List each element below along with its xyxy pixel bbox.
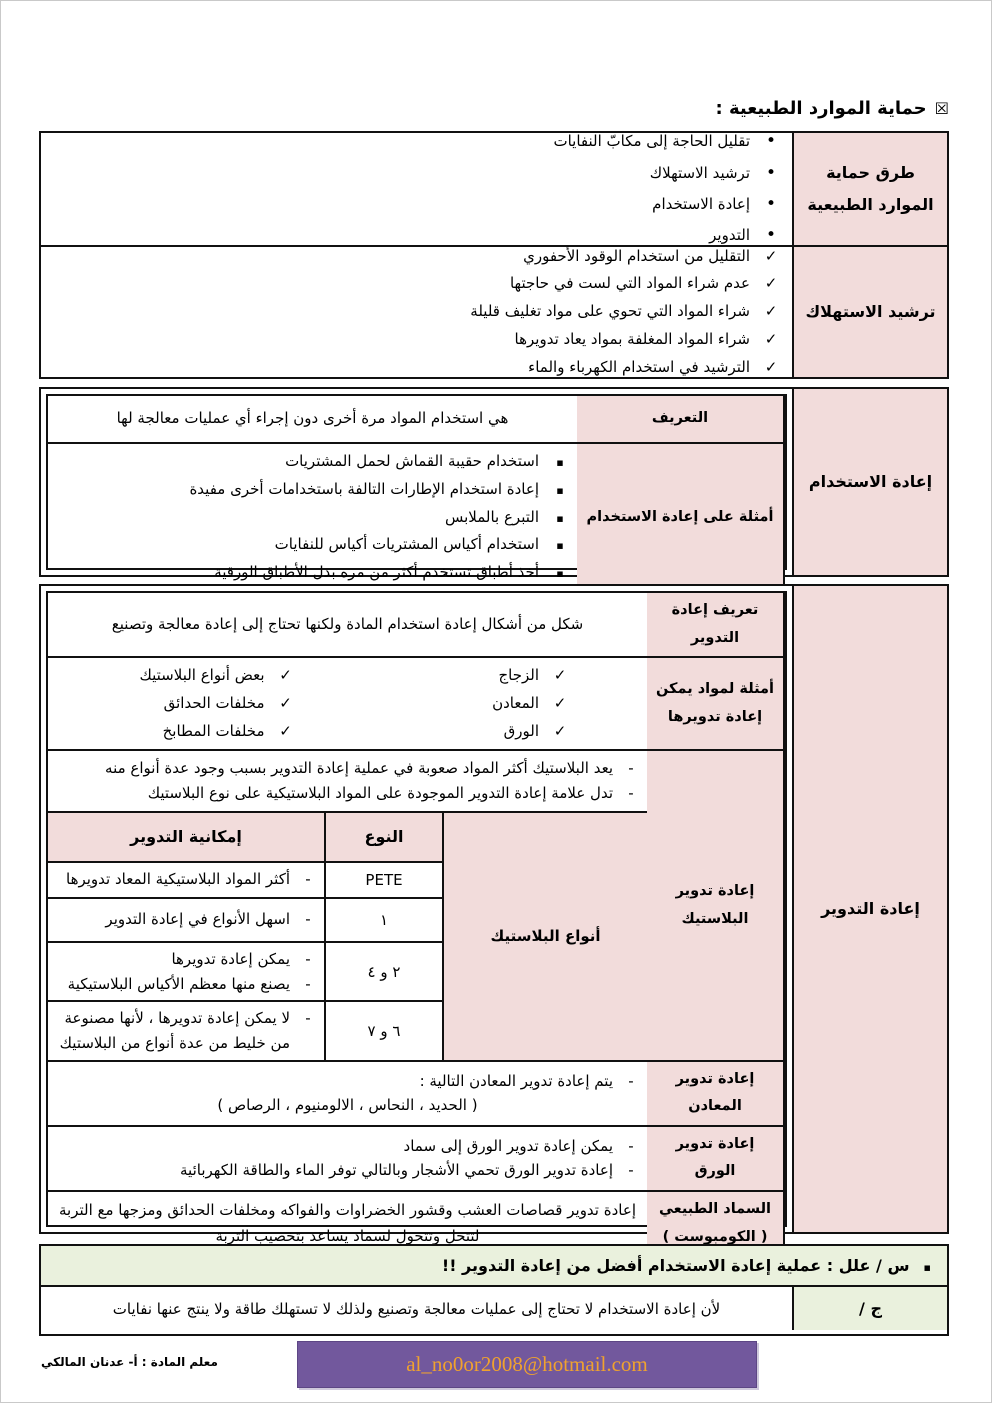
list-item [58, 531, 567, 559]
reuse-examples-row [48, 442, 785, 591]
note-text: اسهل الأنواع في إعادة التدوير [105, 910, 290, 929]
dash-icon: - [305, 1009, 311, 1028]
email-banner [297, 1341, 757, 1388]
recycle-metals-row [48, 1060, 785, 1125]
recycle-paper-row [48, 1125, 785, 1190]
reuse-definition-row [48, 396, 785, 442]
list-item-text: الورق [503, 721, 539, 740]
row-methods [41, 133, 947, 245]
question-text: س / علل : عملية إعادة الاستخدام أفضل من إعادة التدوير !! [441, 1256, 910, 1275]
methods-label: طرق حماية الموارد الطبيعية [792, 133, 947, 245]
note-text: لا يمكن إعادة تدويرها ، لأنها مصنوعة من خليط من عدة أنواع من البلاستيك [59, 1009, 290, 1053]
question-answer-block [39, 1244, 949, 1336]
email-text: al_no0or2008@hotmail.com [406, 1352, 648, 1376]
note-text: إعادة تدوير الورق تحمي الأشجار وبالتالي توفر الماء والطاقة الكهربائية [180, 1161, 613, 1180]
list-item-text: إعادة استخدام الإطارات التالفة باستخدامات أخرى مفيدة [189, 479, 539, 498]
note-text: يعد البلاستيك أكثر المواد صعوبة في عملية إعادة التدوير بسبب وجود عدة أنواع منه [105, 759, 613, 778]
row-consumption [41, 245, 947, 377]
list-item-text: ترشيد الاستهلاك [649, 163, 750, 182]
list-item [333, 690, 568, 718]
check-icon: ✓ [764, 246, 778, 265]
recycle-examples-row [48, 656, 785, 749]
list-item [55, 326, 778, 354]
consumption-content [41, 247, 792, 377]
dash-icon: - [628, 1071, 634, 1090]
list-item-text: استخدام حقيبة القماش لحمل المشتريات [285, 452, 539, 470]
section-reuse [39, 387, 949, 581]
recycle-definition-label: تعريف إعادة التدوير [647, 593, 785, 656]
list-item-text: استخدام أكياس المشتريات أكياس للنفايات [274, 535, 539, 554]
recycle-definition-row [48, 593, 785, 656]
section-protection-methods [39, 131, 949, 379]
type-cell: ٢ و ٤ [324, 943, 442, 1001]
methods-content [41, 133, 792, 245]
check-icon: ✓ [764, 329, 778, 348]
bullet-icon: • [765, 162, 777, 183]
plastic-label: إعادة تدوير البلاستيك [647, 751, 785, 1060]
dash-icon: - [628, 784, 634, 803]
note-line [58, 756, 637, 781]
check-icon: ✓ [553, 666, 567, 685]
list-item-text: الزجاج [498, 666, 539, 685]
note-text: يتم إعادة تدوير المعادن التالية : [419, 1071, 613, 1090]
type-cell: ١ [324, 899, 442, 941]
dash-icon: - [305, 870, 311, 889]
recycle-examples-label: أمثلة لمواد يمكن إعادة تدويرها [647, 658, 785, 749]
list-item [58, 504, 567, 532]
list-item-text: المعادن [492, 693, 539, 712]
list-item-text: التقليل من استخدام الوقود الأحفوري [523, 246, 750, 265]
list-item [58, 448, 567, 476]
reuse-definition-text: هي استخدام المواد مرة أخرى دون إجراء أي عمليات معالجة لها [116, 409, 509, 428]
square-bullet-icon: ▪ [556, 567, 564, 580]
check-icon: ✓ [553, 721, 567, 740]
check-icon: ✓ [279, 693, 292, 712]
note-line [58, 907, 314, 932]
list-item [58, 718, 293, 746]
dash-icon: - [305, 949, 311, 968]
list-item-text: مخلفات المطابخ [162, 721, 265, 740]
check-icon: ✓ [764, 274, 778, 293]
type-cell: ٦ و ٧ [324, 1002, 442, 1060]
check-icon: ✓ [279, 666, 292, 685]
check-icon: ✓ [764, 302, 778, 321]
definition-label: التعريف [577, 396, 785, 442]
list-item [55, 243, 778, 271]
page-title-text: حماية الموارد الطبيعية : [715, 98, 927, 119]
list-item-text: شراء المواد المغلفة بمواد يعاد تدويرها [514, 329, 750, 348]
dash-icon: - [628, 1161, 634, 1180]
recycle-definition-text: شكل من أشكال إعادة استخدام المادة ولكنها تحتاج إلى إعادة معالجة وتصنيع [111, 614, 584, 633]
square-bullet-icon: ▪ [556, 539, 564, 553]
compost-label-line1: السماد الطبيعي [658, 1201, 772, 1218]
plastic-types-header: أنواع البلاستيك [442, 813, 647, 1060]
teacher-credit: معلم المادة : أ- عدنان المالكي [41, 1355, 218, 1369]
list-item-text: تقليل الحاجة إلى مكابّ النفايات [553, 132, 750, 151]
list-item-text: الترشيد في استخدام الكهرباء والماء [528, 357, 750, 376]
consumption-label: ترشيد الاستهلاك [792, 247, 947, 377]
paper-label: إعادة تدوير الورق [647, 1127, 785, 1190]
list-item [55, 354, 778, 382]
list-item [333, 718, 568, 746]
compost-text: إعادة تدوير قصاصات العشب وقشور الخضراوات والفواكه ومخلفات الحدائق ومزجها مع التربة لتتحل وتتحول لسماد يساعد بتخصيب التربة [59, 1201, 636, 1245]
note-text: أكثر المواد البلاستيكية المعاد تدويرها [66, 870, 290, 889]
list-item-text: مخلفات الحدائق [163, 693, 265, 712]
dash-icon: - [305, 974, 311, 993]
reuse-examples-label: أمثلة على إعادة الاستخدام [577, 444, 785, 591]
page-title [716, 98, 949, 119]
list-item [55, 126, 778, 157]
check-icon: ✓ [553, 693, 567, 712]
compost-label-line2: ( الكومبوست ) [662, 1228, 768, 1245]
note-text: يمكن إعادة تدويرها [171, 949, 290, 968]
bullet-icon: • [765, 225, 777, 246]
bullet-icon: • [765, 131, 777, 152]
list-item [58, 559, 567, 587]
list-item [55, 298, 778, 326]
footer [1, 1339, 991, 1394]
plastic-table-row [48, 897, 442, 941]
bullet-icon: • [765, 194, 777, 214]
answer-label: ج / [792, 1287, 947, 1330]
list-item-text: بعض أنواع البلاستيك [139, 666, 265, 685]
list-item-text: شراء المواد التي تحوي على مواد تغليف قليلة [470, 302, 750, 321]
plastic-table-row [48, 941, 442, 1001]
list-item-text: أخذ أطباق تستخدم أكثر من مره بدل الأطباق الورقية [214, 563, 539, 581]
list-item [58, 662, 293, 690]
recycle-plastic-row [48, 749, 785, 1060]
note-line [58, 1134, 637, 1159]
question-row [41, 1246, 947, 1287]
square-bullet-icon: ▪ [556, 456, 564, 469]
note-text: يمكن إعادة تدوير الورق إلى سماد [403, 1136, 613, 1155]
reuse-label: إعادة الاستخدام [792, 389, 947, 575]
list-item [58, 690, 293, 718]
list-item-text: إعادة الاستخدام [652, 195, 750, 213]
note-line [58, 781, 637, 806]
list-item-text: التدوير [709, 226, 750, 245]
dash-icon: - [628, 1136, 634, 1155]
note-line [58, 1069, 637, 1094]
note-line [58, 1006, 314, 1056]
list-item [55, 158, 778, 189]
note-line [58, 947, 314, 972]
list-item-text: التبرع بالملابس [444, 507, 539, 526]
plastic-notes [48, 751, 647, 813]
square-bullet-icon: ▪ [556, 511, 564, 525]
metals-label: إعادة تدوير المعادن [647, 1062, 785, 1125]
answer-text: لأن إعادة الاستخدام لا تحتاج إلى عمليات معالجة وتصنيع ولذلك لا تستهلك طاقة ولا ينتج عنها نفايات [112, 1299, 721, 1318]
type-cell: PETE [324, 863, 442, 897]
square-bullet-icon: ▪ [556, 483, 564, 497]
list-item [55, 270, 778, 298]
list-item [333, 662, 568, 690]
check-icon: ✓ [279, 721, 292, 740]
plastic-table [48, 813, 647, 1060]
note-text: يصنع منها معظم الأكياس البلاستيكية [67, 974, 290, 993]
metals-list-text: ( الحديد ، النحاس ، الالومنيوم ، الرصاص ) [217, 1096, 478, 1115]
plastic-table-header-row [48, 813, 442, 861]
list-item [55, 189, 778, 220]
dash-icon: - [628, 759, 634, 778]
recycle-inner [41, 586, 792, 1245]
plastic-table-row [48, 1000, 442, 1060]
note-line [58, 867, 314, 892]
section-recycle [39, 584, 949, 1245]
note-line [58, 972, 314, 997]
recyclability-column-header: إمكانية التدوير [48, 813, 324, 861]
answer-row [41, 1287, 947, 1330]
check-icon: ✓ [764, 357, 778, 376]
plastic-table-row [48, 861, 442, 897]
list-item-text: عدم شراء المواد التي لست في حاجتها [509, 274, 750, 293]
checkbox-icon: ☒ [934, 99, 949, 118]
recycle-label: إعادة التدوير [792, 586, 947, 1232]
note-line [58, 1158, 637, 1183]
list-item [58, 476, 567, 504]
type-column-header: النوع [324, 813, 442, 861]
square-bullet-icon: ▪ [923, 1261, 931, 1274]
dash-icon: - [305, 910, 311, 929]
note-text: تدل علامة إعادة التدوير الموجودة على المواد البلاستيكية على نوع البلاستيك [147, 784, 613, 803]
worksheet-page [1, 1, 991, 1402]
reuse-inner [41, 389, 792, 581]
